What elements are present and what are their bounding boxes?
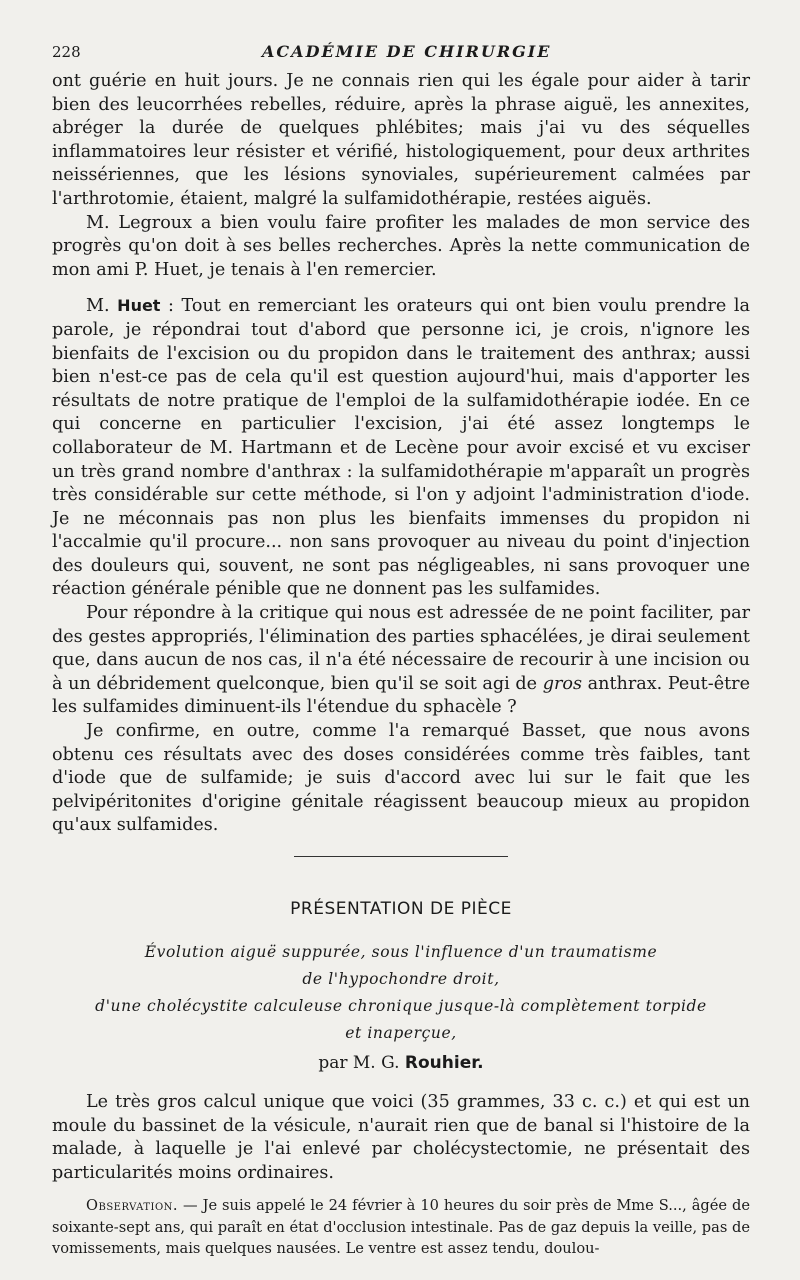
- section-divider: [294, 856, 508, 857]
- subtitle-line: de l'hypochondre droit,: [302, 970, 500, 988]
- paragraph-legroux: M. Legroux a bien voulu faire profiter les malades de mon service des progrès qu'on doit à ses belles recherches. Après la nette communication de mon ami P. Huet, je tenais à l'en remercier.: [52, 212, 750, 280]
- author-name: Rouhier.: [404, 1053, 484, 1073]
- italic-word-gros: gros: [542, 673, 582, 694]
- page-number: 228: [52, 43, 81, 61]
- paragraph-huet-reply: [52, 294, 750, 602]
- speaker-prefix: M.: [86, 296, 118, 317]
- paragraph-basset-confirmation: Je confirme, en outre, comme l'a remarqué Basset, que nous avons obtenu ces résultats avec des doses considérées comme très faibles, tant d'iode que de sulfamide; je suis d'accord avec lui sur le fait que les pelvipéritonites d'origine génitale réagissent beaucoup mieux au propidon qu'aux sulfamides.: [52, 721, 750, 836]
- observation-text: — Je suis appelé le 24 février à 10 heures du soir près de Mme S..., âgée de soixante-sept ans, qui paraît en état d'occlusion intestinale. Pas de gaz depuis la veille, pas de vomissements, mais quelques nausées. Le ventre est assez tendu, doulou-: [52, 1197, 750, 1258]
- paragraph-continuation: ont guérie en huit jours. Je ne connais rien qui les égale pour aider à tarir bien des leucorrhées rebelles, réduire, après la phrase aiguë, les annexites, abréger la durée de quelques phlébites; mais j'ai vu des séquelles inflammatoires leur résister et vérifié, histologiquement, pour deux arthrites neissériennes, que les lésions synoviales, supérieurement calmées par l'arthrotomie, étaient, malgré la sulfamidothérapie, restées aiguës.: [52, 71, 750, 209]
- paragraph-presentation: Le très gros calcul unique que voici (35 grammes, 33 c. c.) et qui est un moule du bassinet de la vésicule, n'aurait rien que de banal si l'histoire de la malade, à laquelle je l'ai enlevé par cholécystectomie, ne présentait des particularités moins ordinaires.: [52, 1092, 750, 1183]
- section-title: PRÉSENTATION DE PIÈCE: [290, 899, 512, 919]
- subtitle-line: d'une cholécystite calculeuse chronique jusque-là complètement torpide: [95, 997, 707, 1015]
- subtitle-line: Évolution aiguë suppurée, sous l'influence d'un traumatisme: [144, 943, 658, 961]
- author-line: [52, 1053, 750, 1073]
- subtitle-line: et inaperçue,: [345, 1024, 457, 1042]
- section-subtitle: [52, 939, 750, 1047]
- critique-text-before: Pour répondre à la critique qui nous est adressée de ne point faciliter, par des gestes appropriés, l'élimination des parties sphacélées, je dirai seulement que, dans aucun de nos cas, il n'a été nécessaire de recourir à une incision ou à un débridement quelconque, bien qu'il se soit agi de: [52, 603, 750, 694]
- author-prefix: par M. G.: [318, 1053, 405, 1073]
- critique-text-after: anthrax. Peut-être les sulfamides diminuent-ils l'étendue du sphacèle ?: [52, 673, 750, 718]
- paragraph-critique-response: [52, 602, 750, 720]
- speaker-name: Huet: [117, 296, 161, 316]
- observation-paragraph: [52, 1195, 750, 1260]
- running-header: [52, 42, 750, 68]
- huet-reply-text: : Tout en remerciant les orateurs qui ont bien voulu prendre la parole, je répondrai tout d'abord que personne ici, je crois, n'ignore les bienfaits de l'excision ou du propidon dans le traitement des anthrax; aussi bien n'est-ce pas de cela qu'il est question aujourd'hui, mais d'apporter les résultats de notre pratique de l'emploi de la sulfamidothérapie iodée. En ce qui concerne en particulier l'excision, j'ai été assez longtemps le collaborateur de M. Hartmann et de Lecène pour avoir excisé et vu exciser un très grand nombre d'anthrax : la sulfamidothérapie m'apparaît un progrès très considérable sur cette méthode, si l'on y adjoint l'administration d'iode. Je ne méconnais pas non plus les bienfaits immenses du propidon ni l'accalmie qu'il procure... non sans provoquer au niveau du point d'injection des douleurs qui, souvent, ne sont pas négligeables, ni sans provoquer une réaction générale pénible que ne donnent pas les sulfamides.: [52, 296, 751, 600]
- observation-label: Observation.: [86, 1197, 179, 1215]
- journal-title: ACADÉMIE DE CHIRURGIE: [262, 42, 552, 61]
